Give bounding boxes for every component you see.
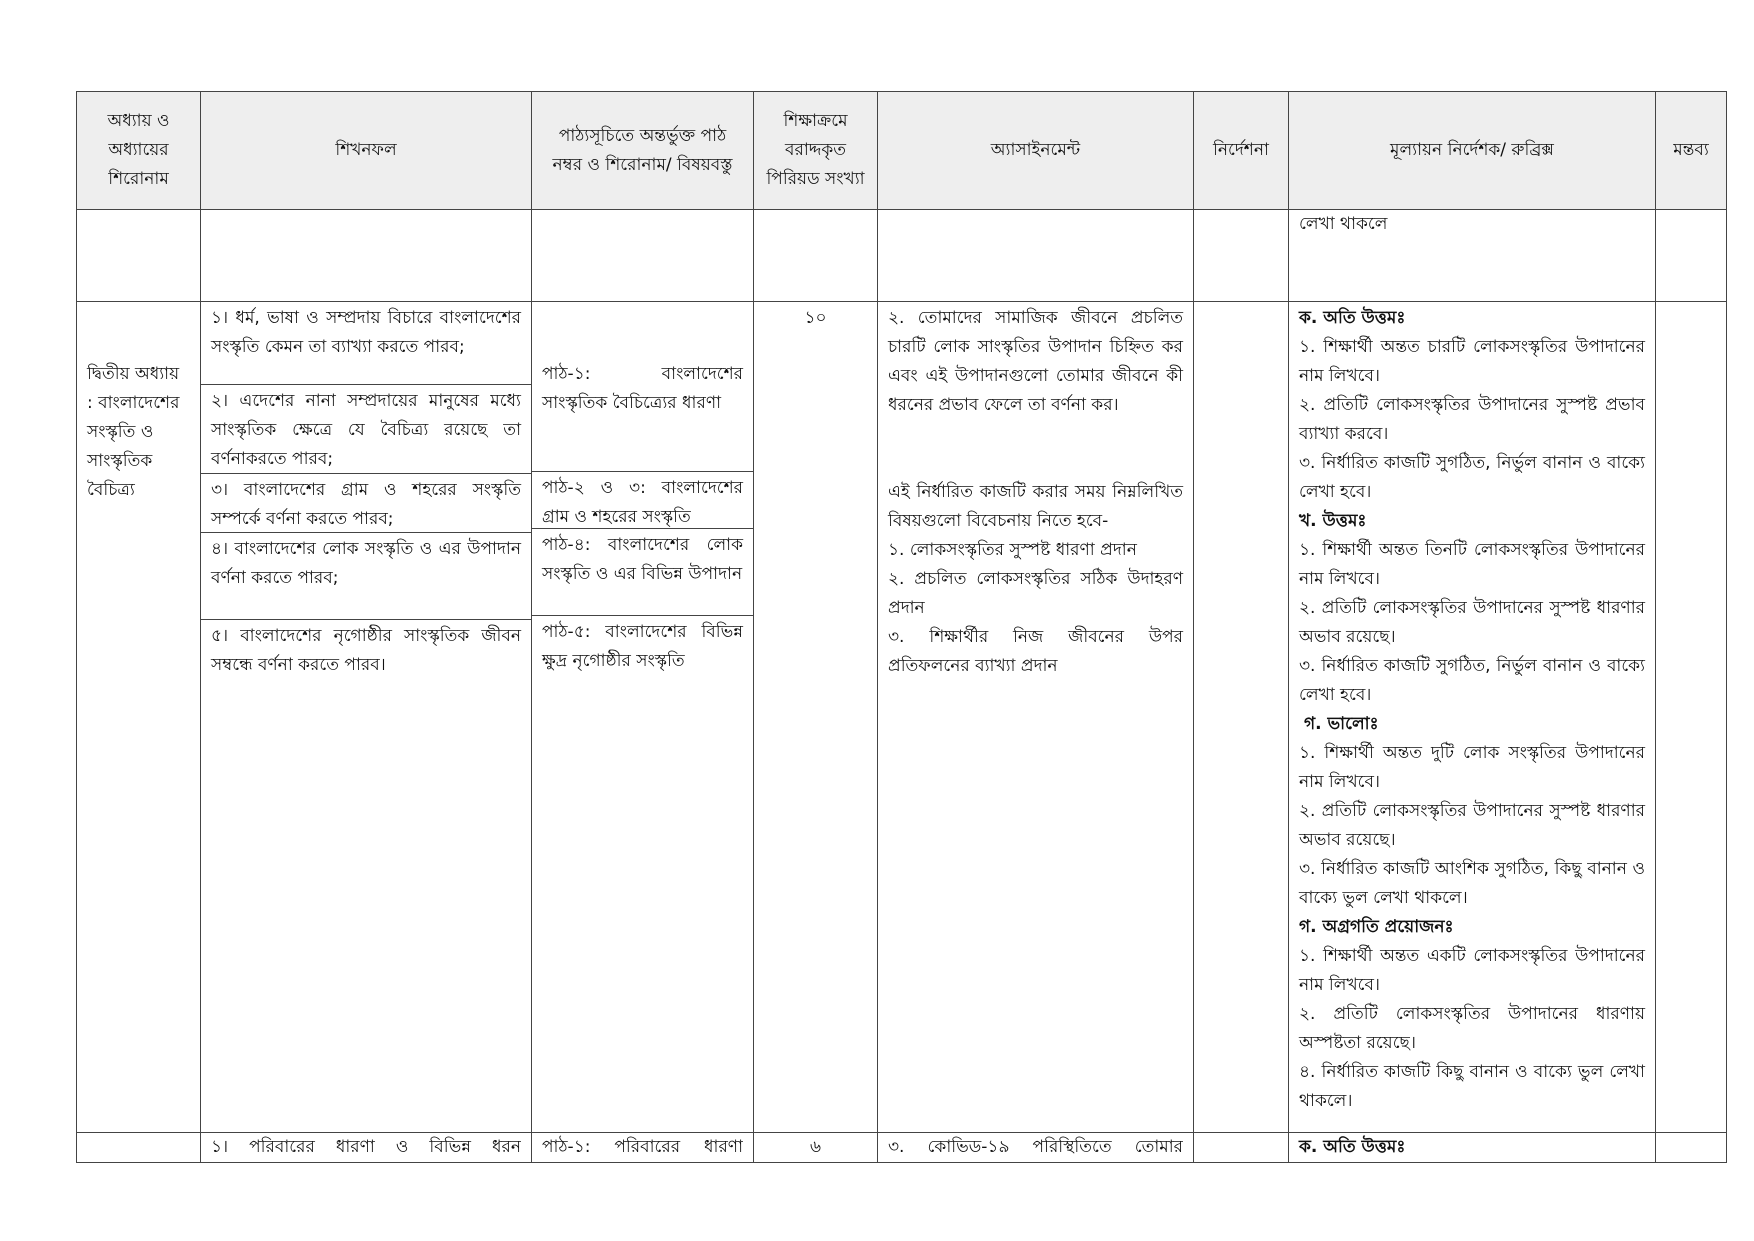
next-outcome-cell <box>201 1133 532 1163</box>
instruction-cell <box>1194 302 1289 1133</box>
assignment-guideline: এই নির্ধারিত কাজটি করার সময় নিম্নলিখিত বিষয়গুলো বিবেচনায় নিতে হবে- <box>888 482 1183 531</box>
chapter-cell <box>77 302 201 1133</box>
cell-empty <box>201 210 532 302</box>
cell-empty <box>77 210 201 302</box>
assignment-point: ৩. শিক্ষার্থীর নিজ জীবনের উপর প্রতিফলনের ব্যাখ্যা প্রদান <box>888 627 1183 676</box>
next-outcome: ১। পরিবারের ধারণা ও বিভিন্ন ধরন <box>211 1137 521 1157</box>
rubric-item: ৩. নির্ধারিত কাজটি সুগঠিত, নির্ভুল বানান ও বাক্যে লেখা হবে। <box>1299 453 1645 502</box>
chapter-title: দ্বিতীয় অধ্যায় : বাংলাদেশের সংস্কৃতি ও সাংস্কৃতিক বৈচিত্র্য <box>87 364 180 500</box>
cell-empty <box>532 210 754 302</box>
assignment-point: ১. লোকসংস্কৃতির সুস্পষ্ট ধারণা প্রদান <box>888 540 1137 560</box>
rubric-continuation: লেখা থাকলে <box>1289 210 1656 302</box>
outcome-5: ৫। বাংলাদেশের নৃগোষ্ঠীর সাংস্কৃতিক জীবন সম্বন্ধে বর্ণনা করতে পারব। <box>211 626 521 675</box>
remarks-cell <box>1656 302 1727 1133</box>
rubric-item: ১. শিক্ষার্থী অন্তত চারটি লোকসংস্কৃতির উপাদানের নাম লিখবে। <box>1299 337 1645 386</box>
cell-empty <box>1194 210 1289 302</box>
assignment-cell <box>878 302 1194 1133</box>
rubric-item: ৩. নির্ধারিত কাজটি আংশিক সুগঠিত, কিছু বানান ও বাক্যে ভুল লেখা থাকলে। <box>1299 859 1645 908</box>
cell-empty <box>1656 1133 1727 1163</box>
outcomes-cell <box>201 302 532 1133</box>
outcome-1: ১। ধর্ম, ভাষা ও সম্প্রদায় বিচারে বাংলাদেশের সংস্কৃতি কেমন তা ব্যাখ্যা করতে পারব; <box>201 302 531 385</box>
next-assignment: ৩. কোভিড-১৯ পরিস্থিতিতে তোমার <box>888 1137 1183 1157</box>
periods-value: ১০ <box>804 308 827 328</box>
rubric-item: ২. প্রতিটি লোকসংস্কৃতির উপাদানের সুস্পষ্ট প্রভাব ব্যাখ্যা করবে। <box>1299 395 1645 444</box>
rubric-item: ২. প্রতিটি লোকসংস্কৃতির উপাদানের ধারণায় অস্পষ্টতা রয়েছে। <box>1299 1004 1645 1053</box>
header-learning-outcome: শিখনফল <box>201 92 532 210</box>
header-assignment: অ্যাসাইনমেন্ট <box>878 92 1194 210</box>
next-periods-cell <box>754 1133 878 1163</box>
periods-cell <box>754 302 878 1133</box>
cell-empty <box>1194 1133 1289 1163</box>
table-row <box>77 302 1727 1133</box>
rubric-item: ২. প্রতিটি লোকসংস্কৃতির উপাদানের সুস্পষ্ট ধারণার অভাব রয়েছে। <box>1299 801 1645 850</box>
rubric-level-title: খ. উত্তমঃ <box>1299 511 1367 531</box>
table-row <box>77 210 1727 302</box>
rubric-item: ২. প্রতিটি লোকসংস্কৃতির উপাদানের সুস্পষ্ট ধারণার অভাব রয়েছে। <box>1299 598 1645 647</box>
next-lesson-cell <box>532 1133 754 1163</box>
cell-empty <box>754 210 878 302</box>
next-periods: ৬ <box>809 1137 822 1157</box>
assignment-task: ২. তোমাদের সামাজিক জীবনে প্রচলিত চারটি লোক সাংস্কৃতির উপাদান চিহ্নিত কর এবং এই উপাদানগুলো তোমার জীবনে কী ধরনের প্রভাব ফেলে তা বর্ণনা কর। <box>888 308 1183 415</box>
lessons-cell <box>532 302 754 1133</box>
rubric-cell <box>1289 302 1656 1133</box>
header-chapter: অধ্যায় ও অধ্যায়ের শিরোনাম <box>77 92 201 210</box>
rubric-level-title: গ. অগ্রগতি প্রয়োজনঃ <box>1299 917 1454 937</box>
rubric-item: ৩. নির্ধারিত কাজটি সুগঠিত, নির্ভুল বানান ও বাক্যে লেখা হবে। <box>1299 656 1645 705</box>
next-rubric: ক. অতি উত্তমঃ <box>1299 1137 1406 1157</box>
outcome-3: ৩। বাংলাদেশের গ্রাম ও শহরের সংস্কৃতি সম্পর্কে বর্ণনা করতে পারব; <box>201 474 531 533</box>
outcome-4: ৪। বাংলাদেশের লোক সংস্কৃতি ও এর উপাদান বর্ণনা করতে পারব; <box>201 533 531 620</box>
header-lesson: পাঠ্যসূচিতে অন্তর্ভুক্ত পাঠ নম্বর ও শিরোনাম/ বিষয়বস্তু <box>532 92 754 210</box>
rubric-level-title: ক. অতি উত্তমঃ <box>1299 308 1406 328</box>
lesson-5: পাঠ-৫: বাংলাদেশের বিভিন্ন ক্ষুদ্র নৃগোষ্ঠীর সংস্কৃতি <box>542 622 743 671</box>
rubric-item: ১. শিক্ষার্থী অন্তত একটি লোকসংস্কৃতির উপাদানের নাম লিখবে। <box>1299 946 1645 995</box>
header-periods: শিক্ষাক্রমে বরাদ্দকৃত পিরিয়ড সংখ্যা <box>754 92 878 210</box>
lesson-1: পাঠ-১: বাংলাদেশের সাংস্কৃতিক বৈচিত্র্যের ধারণা <box>532 302 753 472</box>
next-assignment-cell <box>878 1133 1194 1163</box>
next-lesson: পাঠ-১: পরিবারের ধারণা <box>542 1137 743 1157</box>
header-rubric: মূল্যায়ন নির্দেশক/ রুব্রিক্স <box>1289 92 1656 210</box>
lesson-4: পাঠ-৪: বাংলাদেশের লোক সংস্কৃতি ও এর বিভিন্ন উপাদান <box>532 529 753 616</box>
header-row <box>77 92 1727 210</box>
lesson-plan-table <box>76 91 1727 1163</box>
header-instruction: নির্দেশনা <box>1194 92 1289 210</box>
header-remarks: মন্তব্য <box>1656 92 1727 210</box>
cell-empty <box>878 210 1194 302</box>
lesson-2: পাঠ-২ ও ৩: বাংলাদেশের গ্রাম ও শহরের সংস্কৃতি <box>532 472 753 529</box>
rubric-item: ৪. নির্ধারিত কাজটি কিছু বানান ও বাক্যে ভুল লেখা থাকলে। <box>1299 1062 1645 1111</box>
table-row <box>77 1133 1727 1163</box>
assignment-point: ২. প্রচলিত লোকসংস্কৃতির সঠিক উদাহরণ প্রদান <box>888 569 1183 618</box>
cell-empty <box>77 1133 201 1163</box>
next-rubric-cell <box>1289 1133 1656 1163</box>
rubric-level-title: গ. ভালোঃ <box>1304 714 1379 734</box>
rubric-item: ১. শিক্ষার্থী অন্তত দুটি লোক সংস্কৃতির উপাদানের নাম লিখবে। <box>1299 743 1645 792</box>
outcome-2: ২। এদেশের নানা সম্প্রদায়ের মানুষের মধ্যে সাংস্কৃতিক ক্ষেত্রে যে বৈচিত্র্য রয়েছে তা বর্ণনাকরতে পারব; <box>201 385 531 474</box>
cell-empty <box>1656 210 1727 302</box>
rubric-item: ১. শিক্ষার্থী অন্তত তিনটি লোকসংস্কৃতির উপাদানের নাম লিখবে। <box>1299 540 1645 589</box>
